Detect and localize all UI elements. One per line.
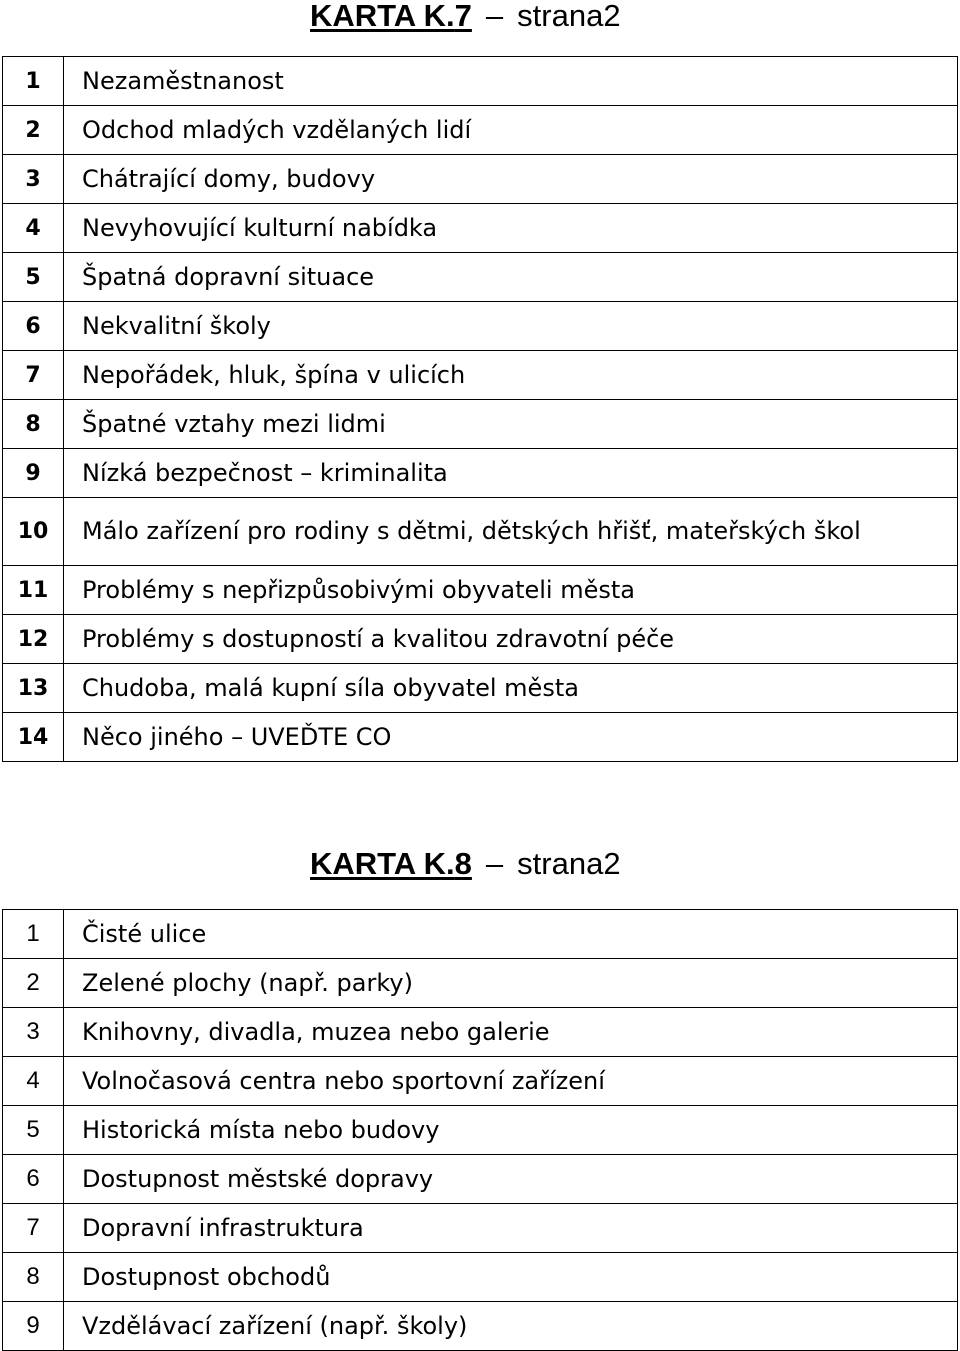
row-text: Vzdělávací zařízení (např. školy)	[64, 1302, 958, 1351]
table-row	[3, 302, 958, 351]
table-row	[3, 566, 958, 615]
table-row	[3, 1008, 958, 1057]
row-text: Nevyhovující kulturní nabídka	[64, 204, 958, 253]
table-row	[3, 910, 958, 959]
page-label: strana2	[517, 846, 621, 881]
table-row	[3, 1155, 958, 1204]
table-row	[3, 1057, 958, 1106]
row-text: Špatná dopravní situace	[64, 253, 958, 302]
row-text: Chudoba, malá kupní síla obyvatel města	[64, 664, 958, 713]
table-row	[3, 449, 958, 498]
table-row	[3, 400, 958, 449]
table-row	[3, 155, 958, 204]
table-row	[3, 615, 958, 664]
row-number: 8	[3, 400, 64, 449]
row-text: Knihovny, divadla, muzea nebo galerie	[64, 1008, 958, 1057]
karta-k7-label: KARTA K.7	[310, 0, 472, 33]
title-dash: –	[485, 0, 504, 33]
row-number: 2	[3, 959, 64, 1008]
row-text: Nekvalitní školy	[64, 302, 958, 351]
row-number: 9	[3, 1302, 64, 1351]
row-text: Nezaměstnanost	[64, 57, 958, 106]
table-row	[3, 959, 958, 1008]
row-text: Problémy s nepřizpůsobivými obyvateli města	[64, 566, 958, 615]
row-text: Volnočasová centra nebo sportovní zařízení	[64, 1057, 958, 1106]
row-number: 12	[3, 615, 64, 664]
table-row	[3, 57, 958, 106]
row-text: Odchod mladých vzdělaných lidí	[64, 106, 958, 155]
page-label: strana2	[517, 0, 621, 33]
row-number: 13	[3, 664, 64, 713]
row-text: Dostupnost obchodů	[64, 1253, 958, 1302]
table-row	[3, 106, 958, 155]
karta-k7-table	[2, 56, 958, 762]
table-row	[3, 1204, 958, 1253]
row-text: Nízká bezpečnost – kriminalita	[64, 449, 958, 498]
row-text: Dostupnost městské dopravy	[64, 1155, 958, 1204]
row-number: 6	[3, 302, 64, 351]
row-text: Málo zařízení pro rodiny s dětmi, dětských hřišť, mateřských škol	[64, 498, 958, 566]
row-number: 4	[3, 204, 64, 253]
row-number: 7	[3, 351, 64, 400]
row-number: 3	[3, 1008, 64, 1057]
row-number: 5	[3, 1106, 64, 1155]
table-row	[3, 1253, 958, 1302]
row-number: 14	[3, 713, 64, 762]
row-number: 3	[3, 155, 64, 204]
karta-k7-title	[310, 0, 621, 34]
row-text: Zelené plochy (např. parky)	[64, 959, 958, 1008]
row-text: Něco jiného – UVEĎTE CO	[64, 713, 958, 762]
row-text: Historická místa nebo budovy	[64, 1106, 958, 1155]
row-text: Čisté ulice	[64, 910, 958, 959]
row-text: Špatné vztahy mezi lidmi	[64, 400, 958, 449]
row-text: Nepořádek, hluk, špína v ulicích	[64, 351, 958, 400]
table-row	[3, 1106, 958, 1155]
table-row	[3, 713, 958, 762]
row-number: 2	[3, 106, 64, 155]
row-number: 5	[3, 253, 64, 302]
row-text: Problémy s dostupností a kvalitou zdravotní péče	[64, 615, 958, 664]
table-row	[3, 498, 958, 566]
row-number: 9	[3, 449, 64, 498]
row-number: 10	[3, 498, 64, 566]
row-number: 1	[3, 57, 64, 106]
title-dash: –	[485, 846, 504, 881]
table-row	[3, 1302, 958, 1351]
row-number: 8	[3, 1253, 64, 1302]
row-number: 4	[3, 1057, 64, 1106]
table-row	[3, 204, 958, 253]
table-row	[3, 351, 958, 400]
row-text: Chátrající domy, budovy	[64, 155, 958, 204]
karta-k8-title	[310, 846, 621, 882]
row-number: 7	[3, 1204, 64, 1253]
row-number: 6	[3, 1155, 64, 1204]
row-number: 11	[3, 566, 64, 615]
karta-k8-label: KARTA K.8	[310, 846, 472, 881]
table-row	[3, 664, 958, 713]
table-row	[3, 253, 958, 302]
karta-k8-table	[2, 909, 958, 1351]
row-text: Dopravní infrastruktura	[64, 1204, 958, 1253]
row-number: 1	[3, 910, 64, 959]
